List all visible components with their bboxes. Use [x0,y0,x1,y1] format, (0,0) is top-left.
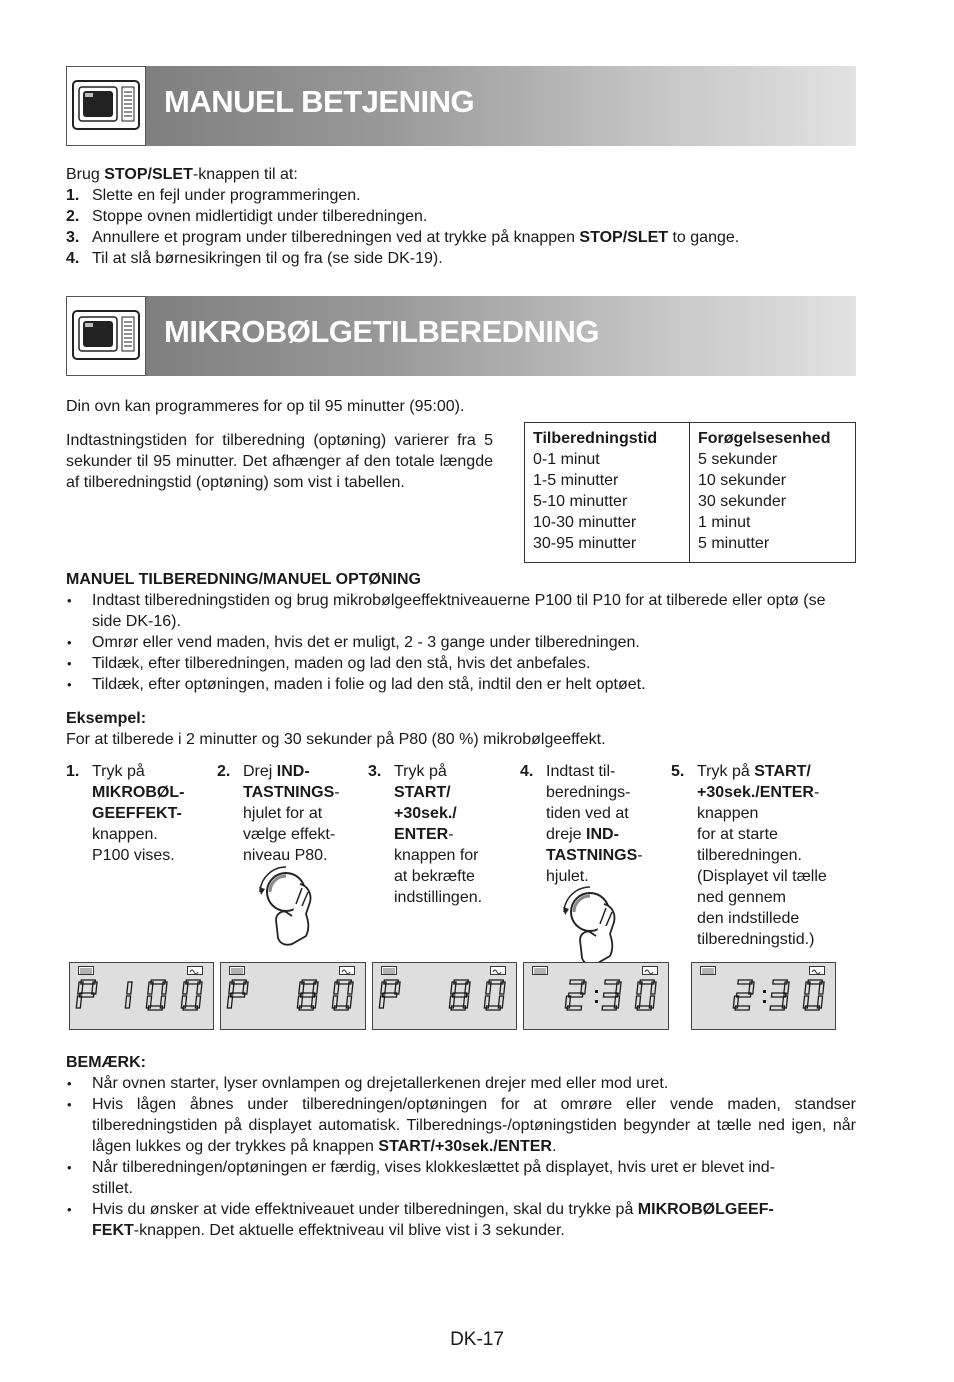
stop-instructions [66,164,866,269]
display-5 [691,962,836,1030]
lcd-digit [332,980,353,1010]
lcd-digit [449,980,470,1010]
display-digits [524,973,668,1023]
list-item: • Tildæk, efter optøningen, maden i folie og lad den stå, indtil den er helt optøet. [66,674,856,695]
intro-max-time: Din ovn kan programmeres for op til 95 minutter (95:00). [66,398,465,415]
list-item: • Hvis du ønsker at vide effektniveauet under tilberedningen, skal du trykke på MIKROBØLGEEF- FEKT-knappen. Det aktuelle effektniveau vil blive vist i 3 sekunder. [66,1199,856,1241]
list-item: 4. Til at slå børnesikringen til og fra (se side DK-19). [66,250,443,267]
lcd-digit [484,980,505,1010]
section-banner-manual [66,66,856,146]
display-digits [692,973,835,1023]
lcd-digit [602,980,621,1010]
list-item: • Tildæk, efter tilberedningen, maden og lad den stå, hvis det anbefales. [66,653,856,674]
list-item: 1. Slette en fejl under programmeringen. [66,187,361,204]
list-item: 2. Stoppe ovnen midlertidigt under tilberedningen. [66,208,428,225]
list-item: • Hvis lågen åbnes under tilberedningen/optøningen for at omrøre eller vende maden, standser tilberedningstiden på displayet automatisk. Tilberednings-/optøningstiden begynder at tælle ned igen, når lågen lukkes og der trykkes på knappen START/+30sek./ENTER. [66,1094,856,1157]
manual-bullets [66,590,856,695]
display-digits [221,973,365,1023]
lcd-digit [125,982,132,1008]
section-heading: MANUEL TILBEREDNING/MANUEL OPTØNING [66,571,421,588]
lcd-digit [181,980,202,1010]
display-4 [523,962,669,1030]
intro-input-time: Indtastningstiden for tilberedning (optøning) varierer fra 5 sekunder til 95 minutter. Det afhænger af den totale længde af tilberedningstid (optøning) som vist i tabellen. [66,432,493,491]
lcd-digit [146,980,167,1010]
lcd-colon [595,1000,598,1003]
microwave-icon [66,296,146,376]
lcd-digit [733,980,754,1010]
list-item: • Når ovnen starter, lyser ovnlampen og drejetallerkenen drejer med eller mod uret. [66,1073,856,1094]
dial-hand-icon [256,862,338,948]
lcd-digit [635,980,656,1010]
example-section [66,708,856,750]
table-cell: 5 sekunder 10 sekunder 30 sekunder 1 minut 5 minutter [698,451,787,552]
stop-intro: Brug STOP/SLET-knappen til at: [66,166,298,183]
lcd-digit [803,980,824,1010]
lcd-colon [763,1000,766,1003]
note-section [66,1052,856,1241]
display-1 [69,962,214,1030]
table-column-cooking-time [525,423,690,563]
time-increment-table [524,422,856,563]
table-column-increment [690,423,856,563]
table-header: Tilberedningstid [533,430,658,447]
lcd-colon [595,990,598,993]
lcd-digit [227,980,248,1008]
lcd-colon [763,990,766,993]
display-digits [70,973,213,1023]
list-item: • Når tilberedningen/optøningen er færdig, vises klokkeslættet på displayet, hvis uret er blevet ind- stillet. [66,1157,856,1199]
lcd-digit [565,980,586,1010]
section-title: MIKROBØLGETILBEREDNING [164,314,600,349]
manual-cooking-section [66,569,856,695]
list-item: • Omrør eller vend maden, hvis det er muligt, 2 - 3 gange under tilberedningen. [66,632,856,653]
section-title: MANUEL BETJENING [164,84,475,119]
lcd-digit [76,980,97,1008]
display-digits [373,973,516,1023]
page-number: DK-17 [450,1329,504,1350]
section-banner-microwave [66,296,856,376]
note-heading: BEMÆRK: [66,1054,146,1071]
lcd-digit [770,980,789,1010]
microwave-icon [66,66,146,146]
lcd-digit [379,980,400,1008]
list-item: 3. Annullere et program under tilberedningen ved at trykke på knappen STOP/SLET to gange. [66,229,740,246]
stop-list [66,185,866,269]
note-bullets [66,1073,856,1241]
example-text: For at tilberede i 2 minutter og 30 sekunder på P80 (80 %) mikrobølgeeffekt. [66,731,606,748]
table-cell: 0-1 minut 1-5 minutter 5-10 minutter 10-30 minutter 30-95 minutter [533,451,637,552]
display-3 [372,962,517,1030]
display-2 [220,962,366,1030]
lcd-digit [297,980,318,1010]
table-header: Forøgelsesenhed [698,430,831,447]
list-item: • Indtast tilberedningstiden og brug mikrobølgeeffektniveauerne P100 til P10 for at tilberede eller optø (se side DK-16). [66,590,856,632]
dial-hand-icon [560,882,642,968]
example-heading: Eksempel: [66,710,147,727]
